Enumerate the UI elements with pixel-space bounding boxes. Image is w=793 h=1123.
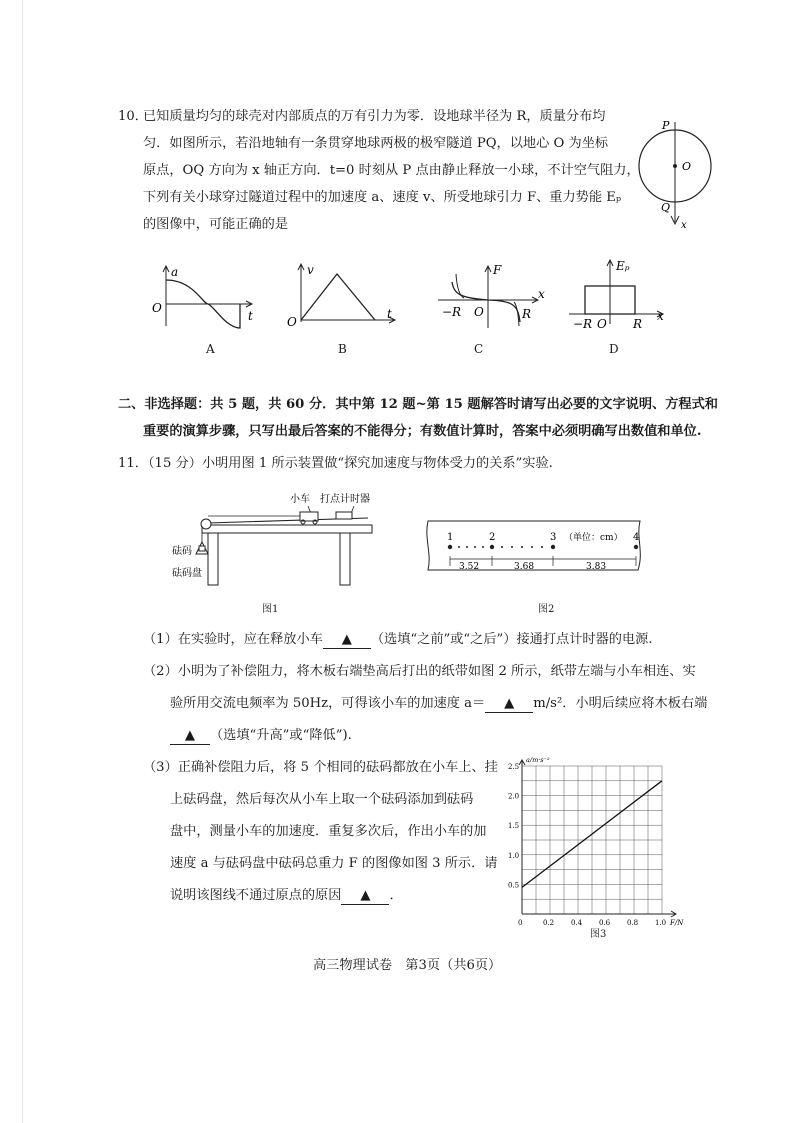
q11-part3-line3: 盘中，测量小车的加速度．重复多次后，作出小车的加 (170, 824, 487, 839)
label-x: x (681, 220, 687, 231)
label-Q: Q (661, 201, 671, 214)
q11-part2-line3: ▲ （选填“升高”或“降低”). (170, 728, 352, 745)
svg-text:F: F (493, 263, 502, 277)
option-a-label: A (206, 342, 215, 356)
q11-heading: 11．（15 分）小明用图 1 所示装置做“探究加速度与物体受力的关系”实验. (118, 456, 553, 471)
dist-1: 3.52 (459, 562, 480, 572)
section2-line-2: 重要的演算步骤，只写出最后答案的不能得分；有数值计算时，答案中必须明确写出数值和单位. (143, 424, 702, 439)
q11-part3-line2: 上砝码盘，然后每次从小车上取一个砝码添加到砝码 (170, 792, 474, 807)
answer-blank-4[interactable]: ▲ (341, 888, 389, 905)
answer-blank-1[interactable]: ▲ (323, 632, 371, 649)
v-triangle (301, 274, 375, 320)
dist-2: 3.68 (514, 562, 535, 572)
y-axis-label: a/m·s⁻² (526, 756, 550, 764)
svg-text:x: x (538, 287, 545, 301)
y-tick-label: 1.5 (508, 822, 520, 831)
figure-3-chart (500, 752, 690, 942)
svg-text:O: O (474, 305, 484, 319)
q11-part2-line1: （2）小明为了补偿阻力，将木板右端垫高后打出的纸带如图 2 所示，纸带左端与小车相连、实 (143, 664, 696, 679)
label-P: P (662, 119, 670, 132)
y-tick-label: 2.0 (508, 792, 520, 801)
svg-text:O: O (287, 315, 297, 329)
option-c-label: C (474, 342, 484, 356)
option-b-label: B (338, 342, 347, 356)
option-d-label: D (609, 342, 619, 356)
section2-line-1: 二、非选择题：共 5 题，共 60 分．其中第 12 题~第 15 题解答时请写出必要的文字说明、方程式和 (118, 397, 718, 412)
figure-3-caption: 图3 (590, 929, 607, 940)
svg-text:t: t (387, 307, 392, 321)
q10-number: 10． (118, 109, 148, 124)
answer-blank-3[interactable]: ▲ (170, 728, 210, 745)
page-footer: 高三物理试卷 第3页（共6页） (313, 958, 502, 973)
center-dot (673, 164, 677, 168)
y-tick-label: 2.5 (508, 763, 520, 771)
table-top (202, 525, 372, 533)
q10-line-5: 的图像中，可能正确的是 (143, 217, 289, 232)
q10-line-4: 下列有关小球穿过隧道过程中的加速度 a、速度 v、所受地球引力 F、重力势能 Eₚ (143, 190, 622, 205)
earth-figure (630, 110, 720, 235)
svg-text:a: a (171, 265, 179, 279)
svg-text:v: v (307, 263, 314, 277)
option-c-graph (430, 260, 550, 332)
fig1-car-timer-label: 小车 打点计时器 (290, 494, 370, 505)
point-2: 2 (489, 532, 496, 543)
q10-line-1: 已知质量均匀的球壳对内部质点的万有引力为零．设地球半径为 R，质量分布均 (143, 109, 606, 124)
point-3: 3 (550, 532, 557, 543)
x-tick-label: 1.0 (655, 919, 667, 927)
x-tick-label: 0.2 (543, 919, 555, 927)
option-d-graph (565, 256, 675, 332)
x-tick-label: 0.8 (627, 919, 639, 927)
scan-edge (22, 0, 23, 1123)
q11-part3-line4: 速度 a 与砝码盘中砝码总重力 F 的图像如图 3 所示．请 (170, 856, 498, 871)
svg-text:t: t (248, 309, 253, 323)
q10-line-2: 匀．如图所示，若沿地轴有一条贯穿地球两极的极窄隧道 PQ，以地心 O 为坐标 (143, 136, 609, 151)
figure-1-apparatus (168, 488, 383, 588)
origin-label: 0 (518, 919, 523, 927)
svg-text:−R: −R (573, 317, 593, 331)
x-tick-label: 0.6 (599, 919, 611, 927)
pulley (201, 519, 211, 529)
fig1-weight-label: 砝码 (172, 546, 192, 557)
tape-unit: （单位：cm） (564, 533, 623, 543)
table-leg-left (208, 533, 218, 585)
q11-part3-line1: （3）正确补偿阻力后，将 5 个相同的砝码都放在小车上、挂 (143, 760, 498, 775)
svg-text:−R: −R (442, 305, 462, 319)
q10-line-3: 原点，OQ 方向为 x 轴正方向．t=0 时刻从 P 点由静止释放一小球，不计空气阻力， (143, 163, 640, 178)
svg-text:R: R (522, 307, 532, 321)
figure-1-caption: 图1 (262, 604, 279, 615)
dist-3: 3.83 (586, 562, 607, 572)
label-O: O (682, 160, 692, 173)
q11-part1: （1）在实验时，应在释放小车 ▲ （选填“之前”或“之后”）接通打点计时器的电源. (143, 632, 653, 647)
svg-text:O: O (597, 317, 607, 331)
svg-text:x: x (657, 309, 664, 323)
y-tick-label: 0.5 (508, 881, 520, 890)
q11-part3-line5: 说明该图线不通过原点的原因 ▲ ． (170, 888, 403, 903)
table-leg-right (340, 533, 350, 585)
figure-2-caption: 图2 (538, 604, 555, 615)
point-4: 4 (633, 532, 640, 543)
svg-text:R: R (633, 317, 643, 331)
x-axis-label: F/N (670, 919, 684, 927)
figure-2-tape (426, 518, 646, 580)
option-b-graph (283, 258, 408, 332)
option-a-graph (148, 262, 268, 332)
f-curve (452, 282, 520, 322)
y-tick-label: 1.0 (508, 851, 520, 860)
svg-text:Eₚ: Eₚ (616, 259, 630, 273)
svg-text:O: O (152, 301, 162, 315)
q11-part2-line2: 验所用交流电频率为 50Hz，可得该小车的加速度 a＝ ▲ m/s²．小明后续应将木板右端 (170, 696, 708, 711)
answer-blank-2[interactable]: ▲ (485, 696, 533, 713)
x-tick-label: 0.4 (571, 919, 583, 927)
point-1: 1 (447, 532, 454, 543)
timer (336, 512, 352, 519)
fig1-pan-label: 砝码盘 (172, 568, 202, 579)
